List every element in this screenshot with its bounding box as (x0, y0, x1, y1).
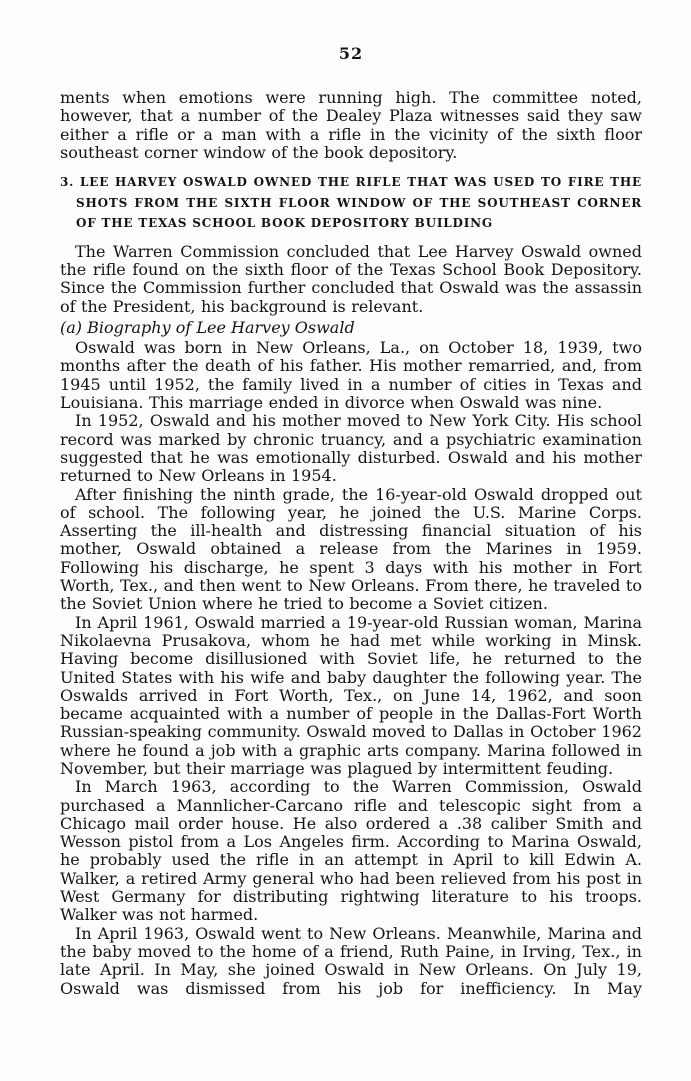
page-number: 52 (338, 44, 364, 63)
section-heading-3: 3. LEE HARVEY OSWALD OWNED THE RIFLE THAT WAS USED TO FIRE THE SHOTS FROM THE SIXTH FLOOR WINDOW OF THE SOUTHEAST CORNER OF THE TEXAS SCHOOL BOOK DEPOSITORY BUILDING (60, 175, 642, 231)
paragraph: The Warren Commission concluded that Lee Harvey Oswald owned the rifle found on the sixth floor of the Texas School Book Depository. Since the Commission further concluded that Oswald was the assassin of the President, his background is relevant. (60, 241, 642, 316)
subheading-biography: (a) Biography of Lee Harvey Oswald (60, 317, 355, 337)
paragraph: After finishing the ninth grade, the 16-year-old Oswald dropped out of school. The following year, he joined the U.S. Marine Corps. Asserting the ill-health and distressing financial situation of his mother, Oswald obtained a release from the Marines in 1959. Following his discharge, he spent 3 days with his mother in Fort Worth, Tex., and then went to New Orleans. From there, he traveled to the Soviet Union where he tried to become a Soviet citizen. (60, 484, 642, 614)
paragraph-page-break: In April 1963, Oswald went to New Orleans. Meanwhile, Marina and the baby moved to the home of a friend, Ruth Paine, in Irving, Tex., in late April. In May, she joined Oswald in New Orleans. On July 19, Oswald was dismissed from his job for inefficiency. In May (60, 923, 642, 998)
paragraph-continuation: ments when emotions were running high. The committee noted, however, that a number of the Dealey Plaza witnesses said they saw either a rifle or a man with a rifle in the vicinity of the sixth floor southeast corner window of the book depository. (60, 88, 642, 162)
paragraph: Oswald was born in New Orleans, La., on October 18, 1939, two months after the death of his father. His mother remarried, and, from 1945 until 1952, the family lived in a number of cities in Texas and Louisiana. This marriage ended in divorce when Oswald was nine. (60, 338, 642, 413)
paragraph: In March 1963, according to the Warren Commission, Oswald purchased a Mannlicher-Carcano rifle and telescopic sight from a Chicago mail order house. He also ordered a .38 caliber Smith and Wesson pistol from a Los Angeles firm. According to Marina Oswald, he probably used the rifle in an attempt in April to kill Edwin A. Walker, a retired Army general who had been relieved from his post in West Germany for distributing rightwing literature to his troops. Walker was not harmed. (60, 777, 642, 925)
paragraph: In April 1961, Oswald married a 19-year-old Russian woman, Marina Nikolaevna Prusakova, whom he had met while working in Minsk. Having become disillusioned with Soviet life, he returned to the United States with his wife and baby daughter the following year. The Oswalds arrived in Fort Worth, Tex., on June 14, 1962, and soon became acquainted with a number of people in the Dallas-Fort Worth Russian-speaking community. Oswald moved to Dallas in October 1962 where he found a job with a graphic arts company. Marina followed in November, but their marriage was plagued by intermittent feuding. (60, 612, 642, 778)
paragraph: In 1952, Oswald and his mother moved to New York City. His school record was marked by chronic truancy, and a psychiatric examination suggested that he was emotionally disturbed. Oswald and his mother returned to New Orleans in 1954. (60, 411, 642, 486)
text-column (60, 44, 642, 998)
